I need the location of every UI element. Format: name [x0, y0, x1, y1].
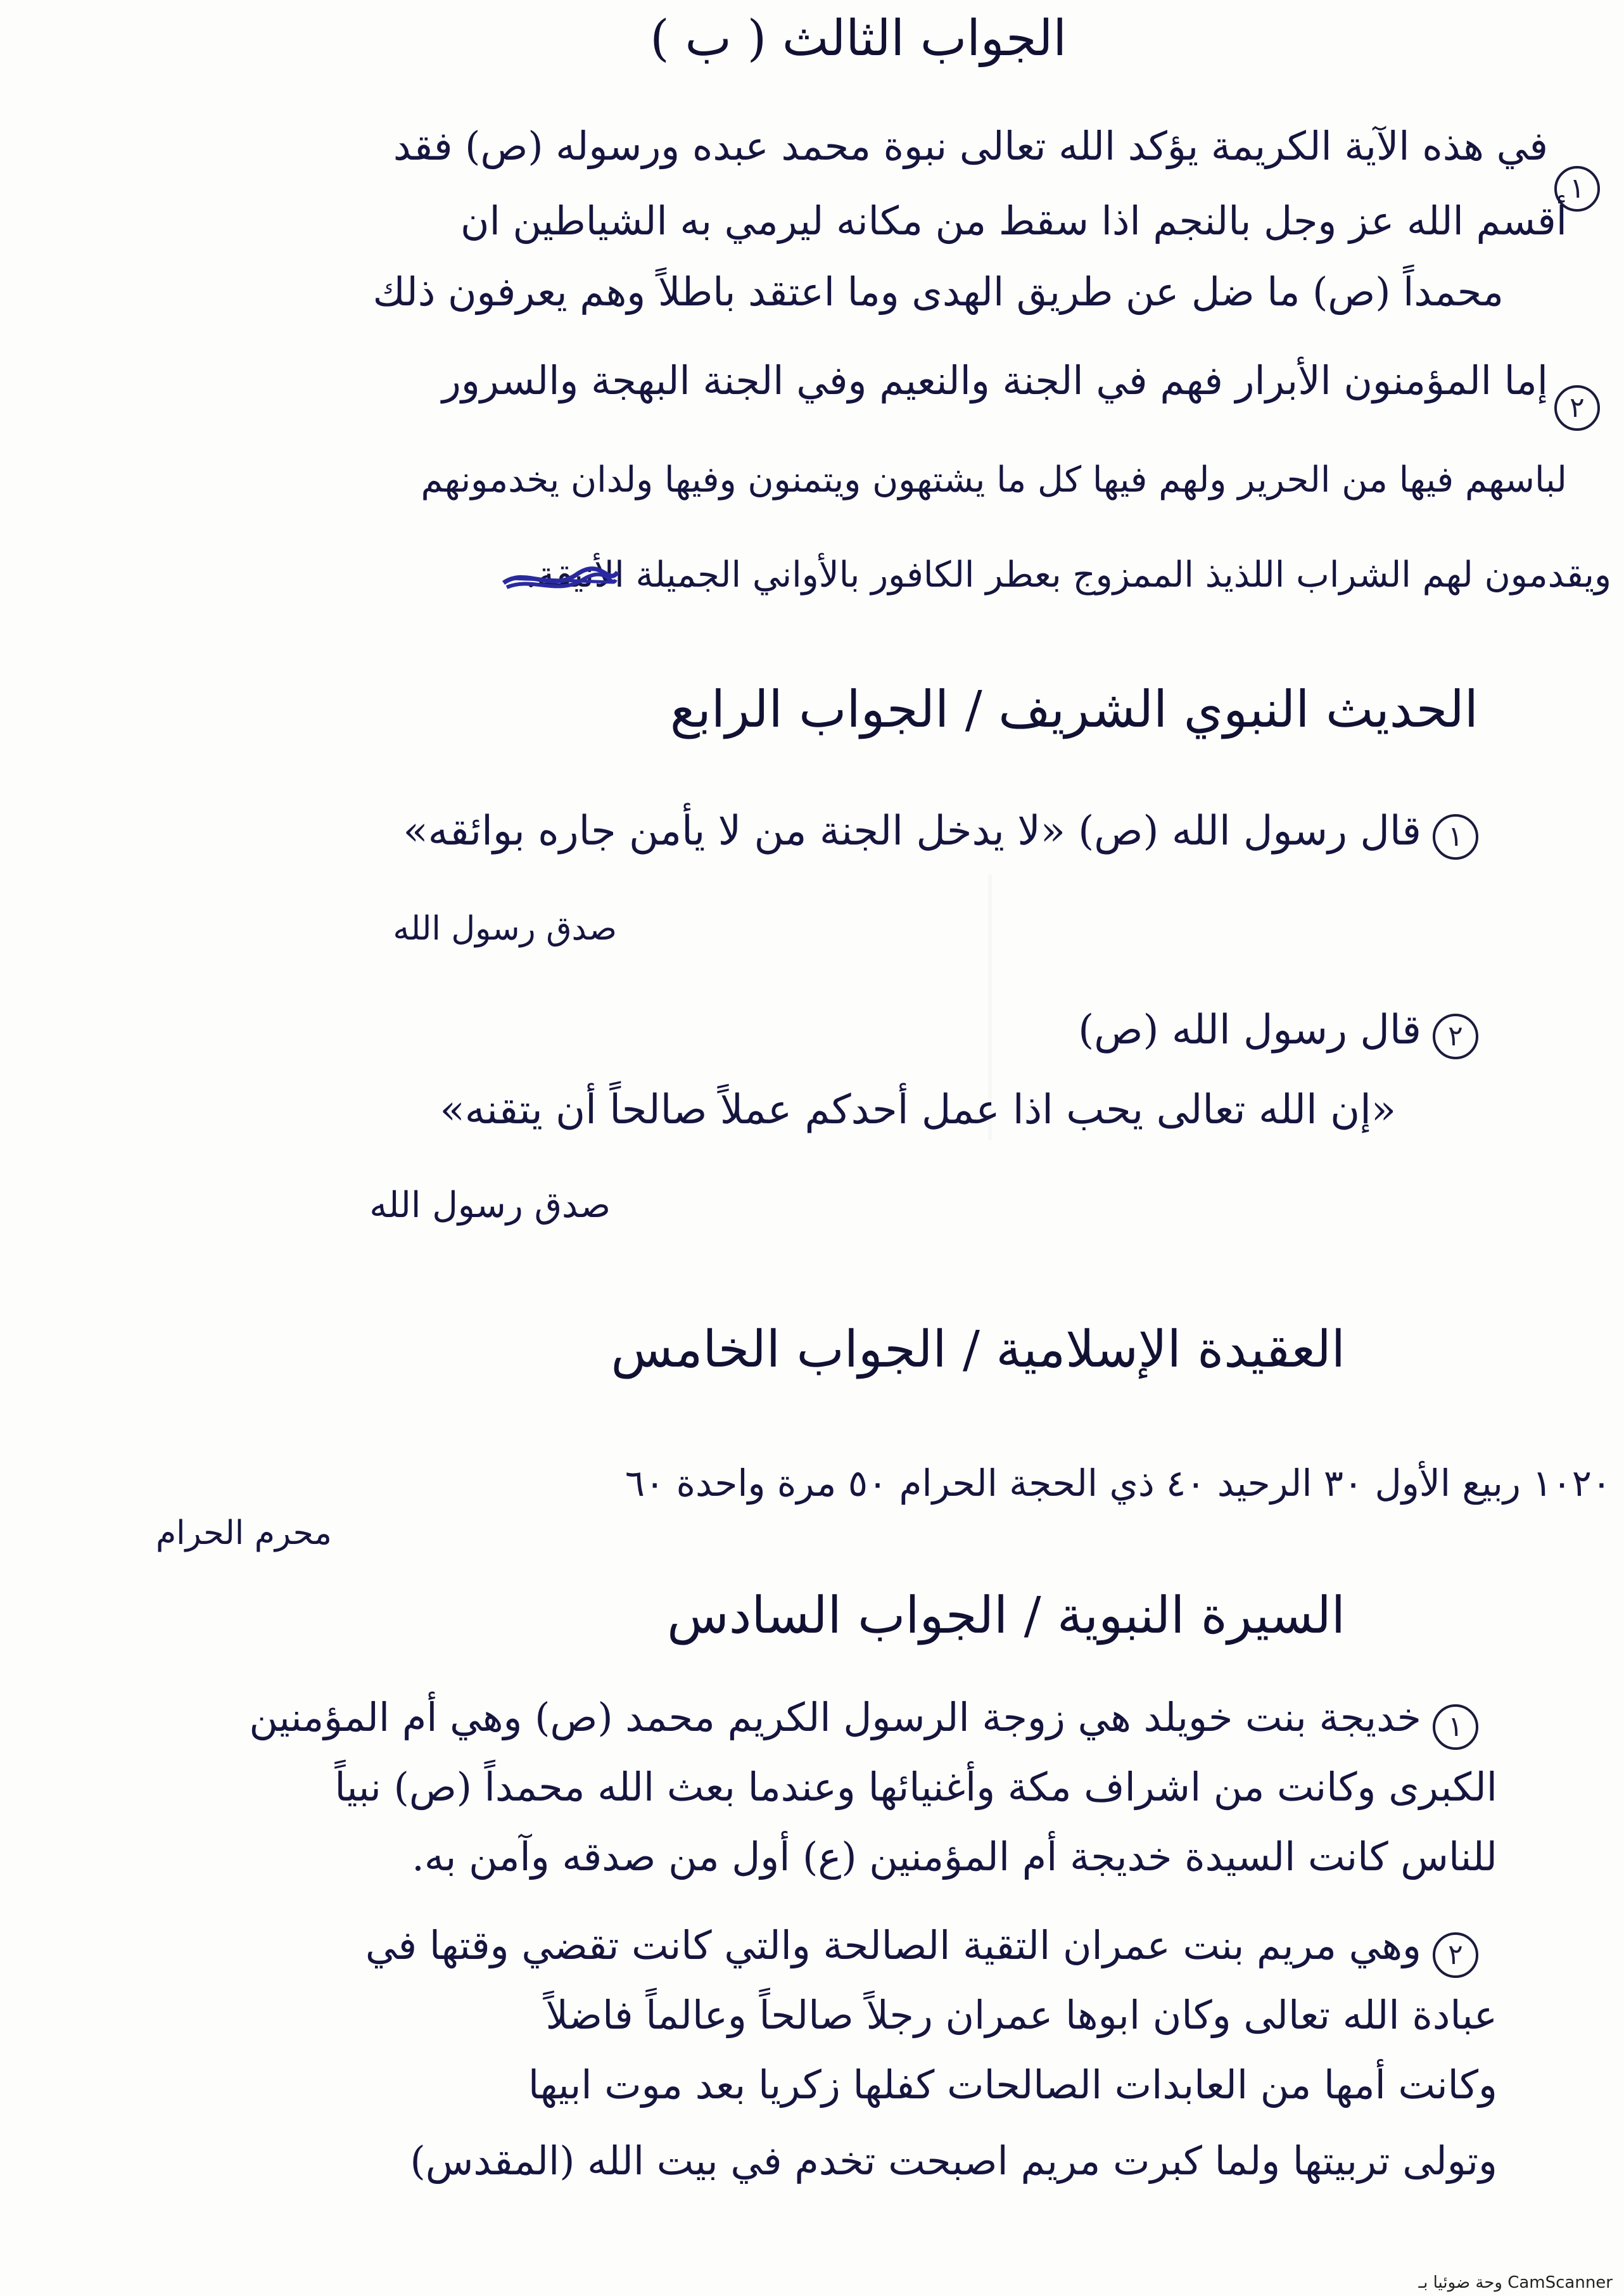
section3-item2-line3: ويقدمون لهم الشراب اللذيذ الممزوج بعطر الكافور بالأواني الجميلة الأنيقة.: [525, 554, 1611, 596]
section3-item2-line1: إما المؤمنون الأبرار فهم في الجنة والنعيم وفي الجنة البهجة والسرور: [441, 357, 1548, 404]
crossed-out-word-scribble: [500, 561, 621, 599]
section4-item2-number: ٢: [1433, 1014, 1478, 1059]
section5-answer-line2: محرم الحرام: [155, 1514, 332, 1552]
section6-item1-number: ١: [1433, 1704, 1478, 1750]
section3-heading: الجواب الثالث ( ب ): [650, 10, 1067, 67]
section3-item1-line3: محمداً (ص) ما ضل عن طريق الهدى وما اعتقد باطلاً وهم يعرفون ذلك: [372, 269, 1504, 315]
section3-item1-line1: في هذه الآية الكريمة يؤكد الله تعالى نبوة محمد عبده ورسوله (ص) فقد: [393, 123, 1548, 169]
section6-heading: السيرة النبوية / الجواب السادس: [667, 1586, 1345, 1645]
section4-item2-quote: «إن الله تعالى يحب اذا عمل أحدكم عملاً صالحاً أن يتقنه»: [440, 1087, 1396, 1133]
section3-item1-line2: أقسم الله عز وجل بالنجم اذا سقط من مكانه ليرمي به الشياطين ان: [460, 198, 1567, 244]
section5-answer-line1: ١٠٢٠ ربيع الأول ٣٠ الرحيد ٤٠ ذي الحجة الحرام ٥٠ مرة واحدة ٦٠: [625, 1462, 1611, 1505]
section4-item2-signature: صدق رسول الله: [369, 1185, 611, 1226]
section3-item2-line2: لباسهم فيها من الحرير ولهم فيها كل ما يشتهون ويتمنون وفيها ولدان يخدمونهم: [421, 459, 1567, 501]
section6-item2-line4: وتولى تربيتها ولما كبرت مريم اصبحت تخدم في بيت الله (المقدس): [410, 2138, 1497, 2184]
section6-item1-line2: الكبرى وكانت من اشراف مكة وأغنيائها وعندما بعث الله محمداً (ص) نبياً: [334, 1764, 1497, 1810]
section4-heading: الحديث النبوي الشريف / الجواب الرابع: [669, 680, 1478, 739]
section3-item2-number: ٢: [1554, 385, 1600, 431]
section6-item2-number: ٢: [1433, 1932, 1478, 1978]
section6-item2-line2: عبادة الله تعالى وكان ابوها عمران رجلاً صالحاً وعالماً فاضلاً: [545, 1992, 1497, 2038]
section6-item2-line1: وهي مريم بنت عمران التقية الصالحة والتي كانت تقضي وقتها في: [365, 1922, 1421, 1968]
section6-item2-line3: وكانت أمها من العابدات الصالحات كفلها زكريا بعد موت ابيها: [528, 2062, 1497, 2108]
section4-item1-number: ١: [1433, 814, 1478, 860]
section6-item1-line1: خديجة بنت خويلد هي زوجة الرسول الكريم محمد (ص) وهي أم المؤمنين: [249, 1694, 1421, 1740]
section6-item1-line3: للناس كانت السيدة خديجة أم المؤمنين (ع) أول من صدقه وآمن به.: [412, 1834, 1497, 1880]
scanner-watermark: CamScanner وحة ضوئيا بـ: [1418, 2273, 1613, 2292]
section3-item1-number: ١: [1554, 166, 1600, 212]
section4-item2-line: قال رسول الله (ص): [1078, 1007, 1421, 1054]
section4-item1-line: قال رسول الله (ص) «لا يدخل الجنة من لا يأمن جاره بوائقه»: [403, 808, 1421, 855]
section5-heading: العقيدة الإسلامية / الجواب الخامس: [611, 1320, 1345, 1379]
section4-item1-signature: صدق رسول الله: [393, 910, 617, 948]
